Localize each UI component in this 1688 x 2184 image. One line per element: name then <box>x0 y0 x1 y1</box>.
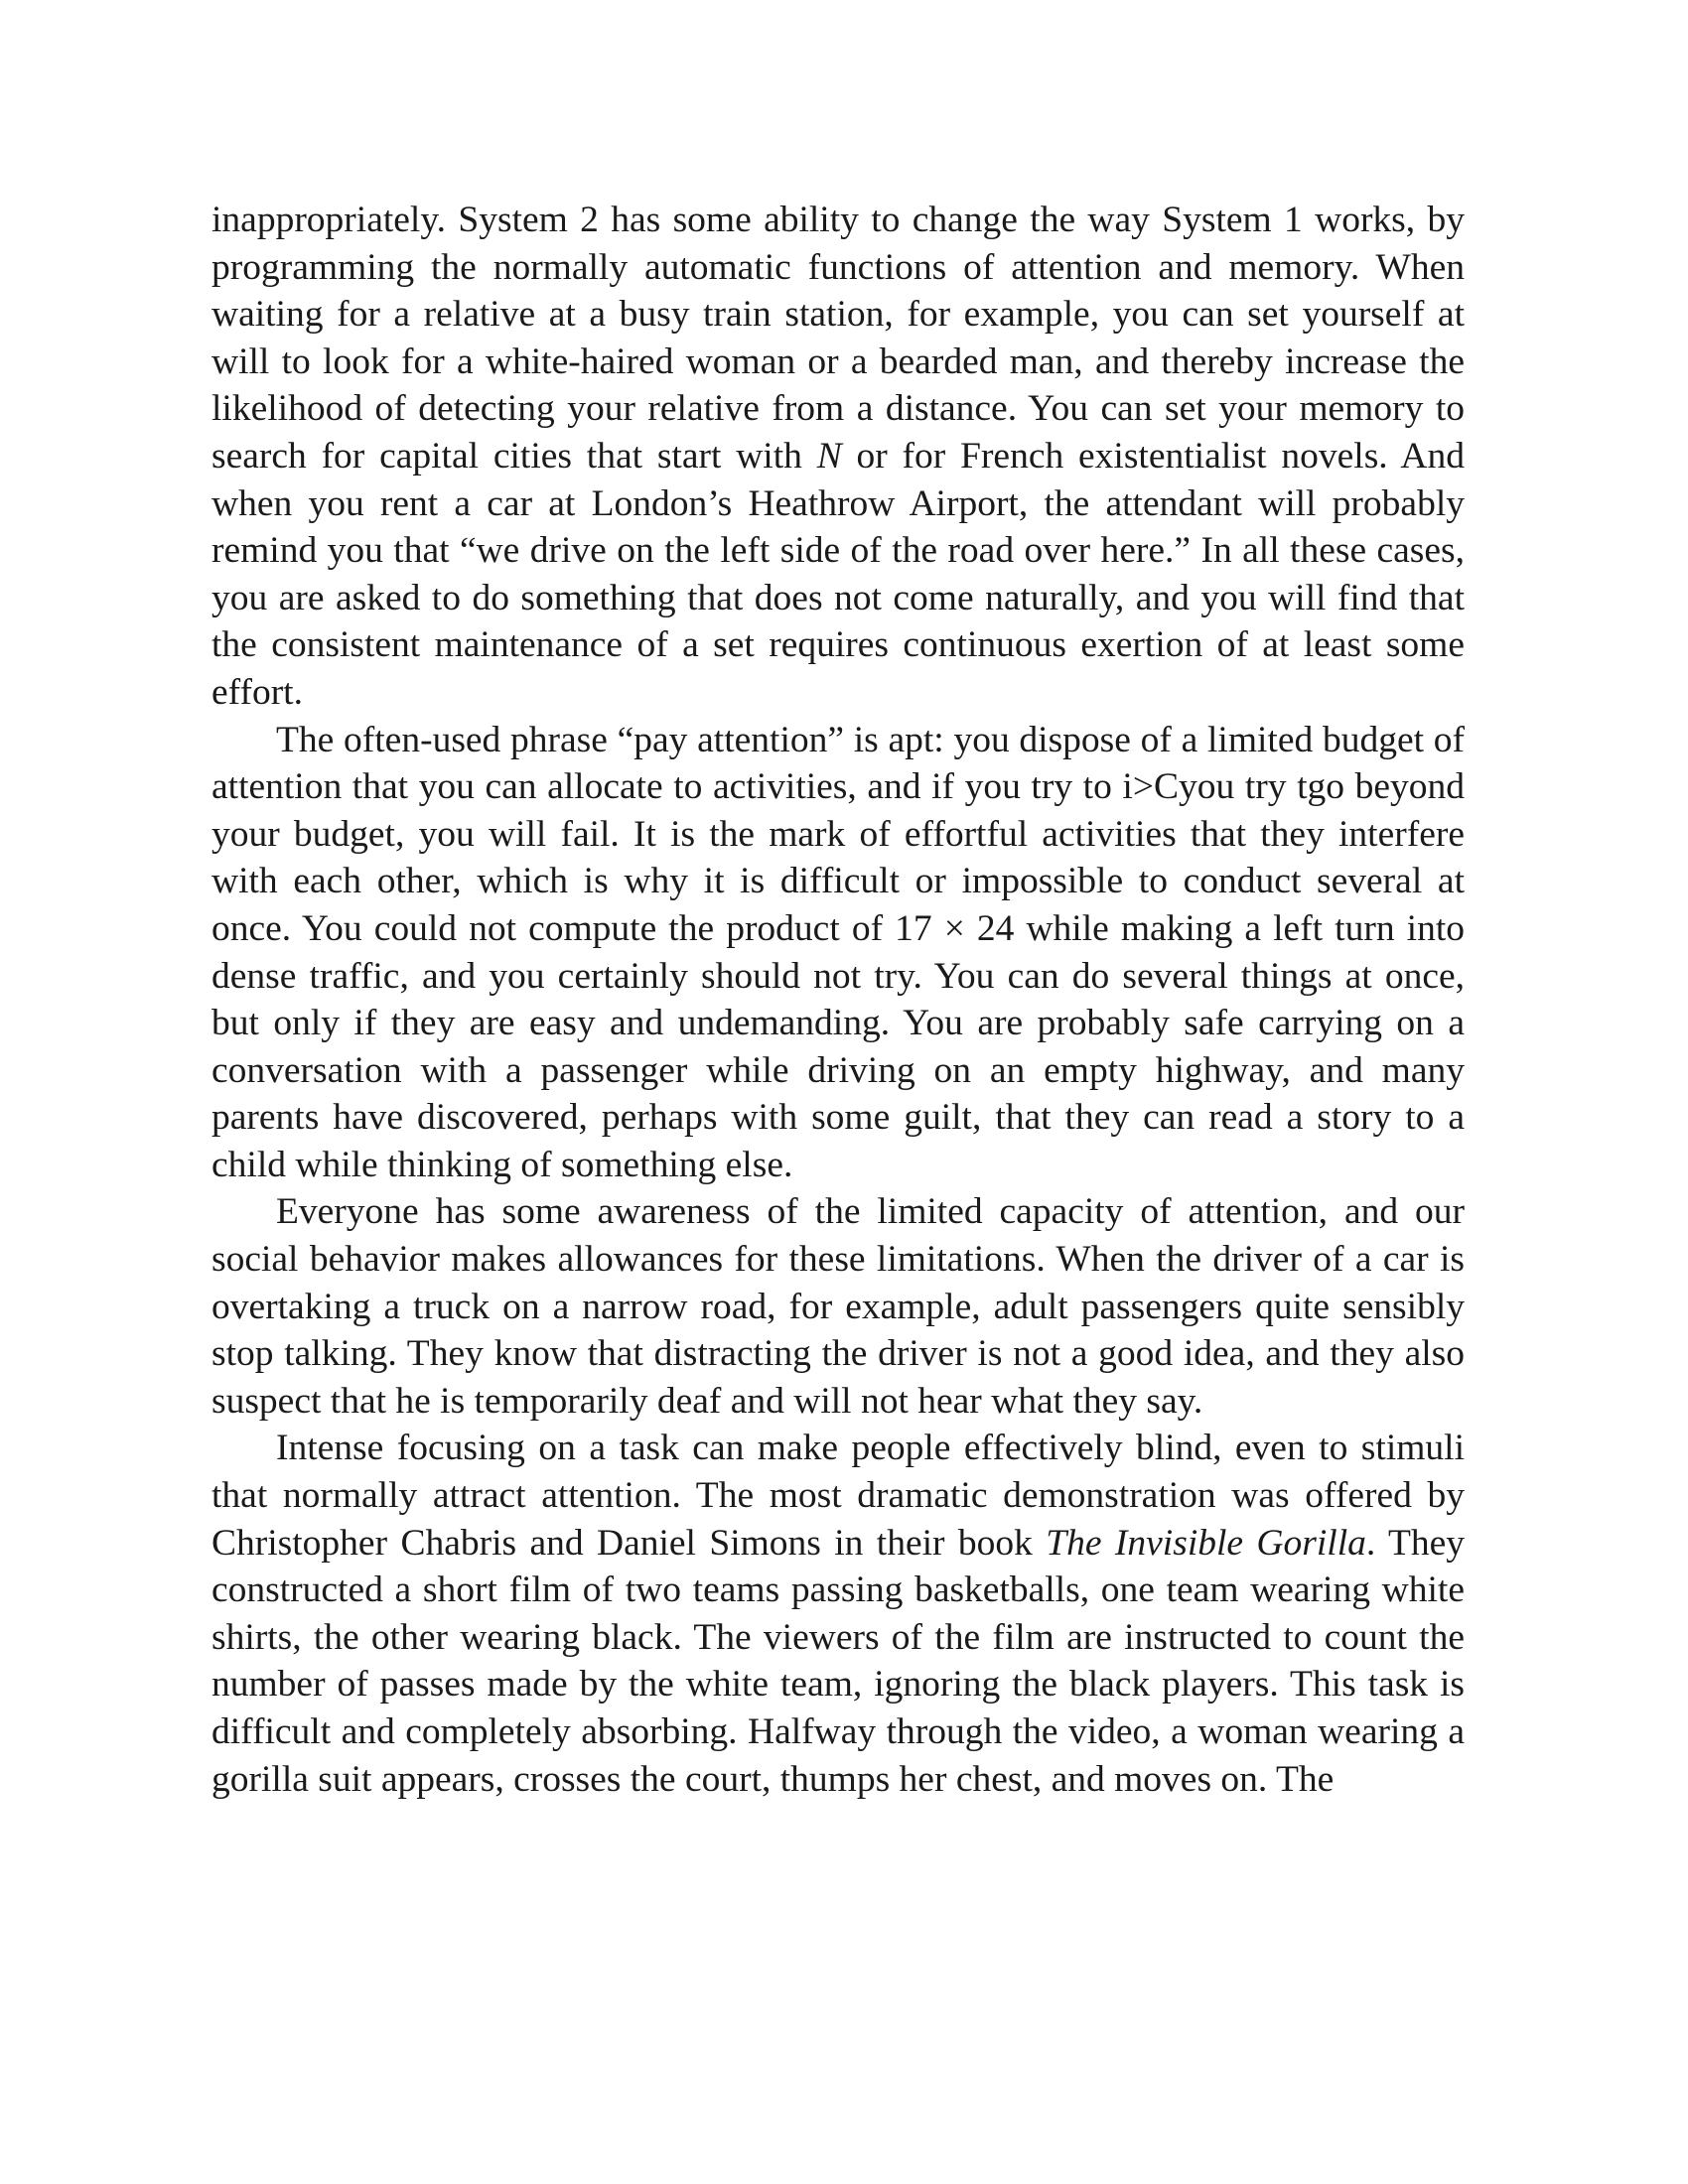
paragraph-3-text: Everyone has some awareness of the limited capacity of attention, and our social behavior makes allowances for these limitations. When the driver of a car is overtaking a truck on a narrow road, for example, adult passengers quite sensibly stop talking. They know that distracting the driver is not a good idea, and they also suspect that he is temporarily deaf and will not hear what they say. <box>211 1191 1465 1422</box>
paragraph-4 <box>211 1425 1465 1803</box>
paragraph-1-text-a: inappropriately. System 2 has some ability to change the way System 1 works, by programming the normally automatic functions of attention and memory. When waiting for a relative at a busy train station, for example, you can set yourself at will to look for a white-haired woman or a bearded man, and thereby increase the likelihood of detecting your relative from a distance. You can set your memory to search for capital cities that start with <box>211 200 1465 477</box>
paragraph-4-book-title: The Invisible Gorilla <box>1046 1522 1366 1564</box>
paragraph-1 <box>211 197 1465 717</box>
paragraph-2-text: The often-used phrase “pay attention” is apt: you dispose of a limited budget of attention that you can allocate to activities, and if you try to i>Cyou try tgo beyond your budget, you will fail. It is the mark of effortful activities that they interfere with each other, which is why it is difficult or impossible to conduct several at once. You could not compute the product of 17 × 24 while making a left turn into dense traffic, and you certainly should not try. You can do several things at once, but only if they are easy and undemanding. You are probably safe carrying on a conversation with a passenger while driving on an empty highway, and many parents have discovered, perhaps with some guilt, that they can read a story to a child while thinking of something else. <box>211 719 1465 1185</box>
paragraph-3 <box>211 1188 1465 1425</box>
paragraph-1-text-b: or for French existentialist novels. And when you rent a car at London’s Heathrow Airport, the attendant will probably remind you that “we drive on the left side of the road over here.” In all these cases, you are asked to do something that does not come naturally, and you will find that the consistent maintenance of a set requires continuous exertion of at least some effort. <box>211 435 1465 713</box>
paragraph-4-text-b: . They constructed a short film of two teams passing basketballs, one team wearing white shirts, the other wearing black. The viewers of the film are instructed to count the number of passes made by the white team, ignoring the black players. This task is difficult and completely absorbing. Halfway through the video, a woman wearing a gorilla suit appears, crosses the court, thumps her chest, and moves on. The <box>211 1522 1466 1800</box>
document-page <box>211 197 1465 1803</box>
paragraph-4-text-a: Intense focusing on a task can make people effectively blind, even to stimuli that normally attract attention. The most dramatic demonstration was offered by Christopher Chabris and Daniel Simons in their book <box>211 1428 1465 1564</box>
paragraph-2 <box>211 717 1465 1189</box>
paragraph-1-italic-n: N <box>816 435 842 477</box>
